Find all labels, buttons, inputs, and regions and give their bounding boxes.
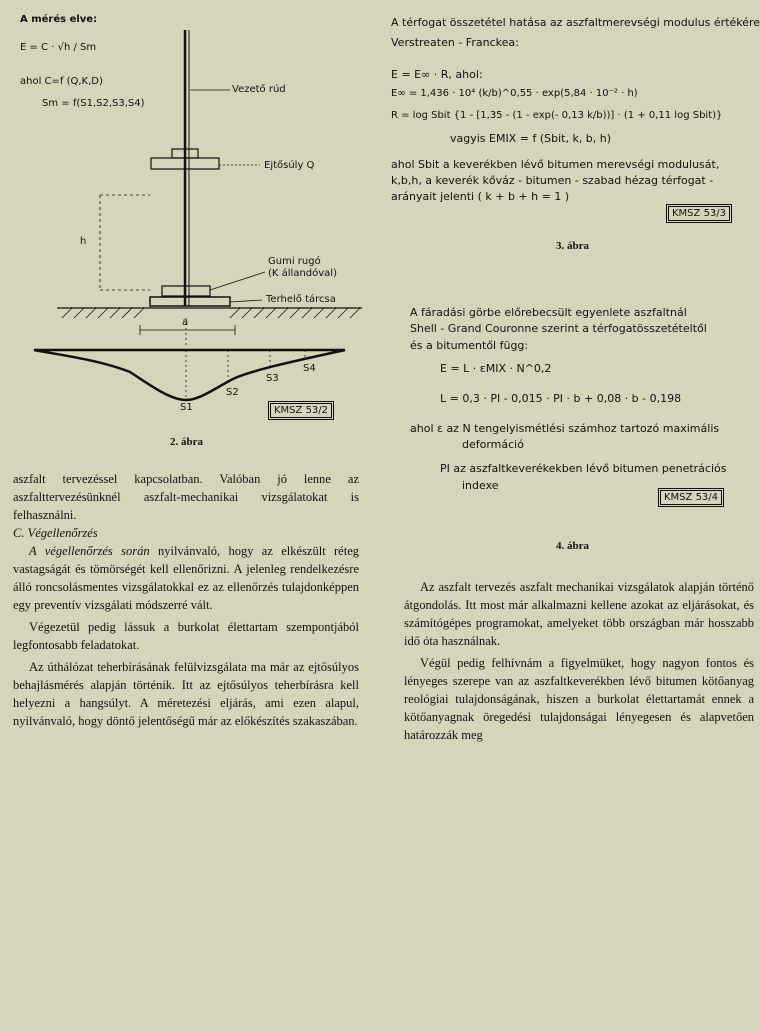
figure4-line3: és a bitumentől függ: bbox=[410, 339, 529, 352]
label-s2: S2 bbox=[226, 387, 239, 398]
label-guide-rod: Vezető rúd bbox=[232, 84, 286, 95]
figure4-note3: PI az aszfaltkeverékekben lévő bitumen penetrációs bbox=[440, 462, 727, 475]
right-column bbox=[404, 578, 754, 744]
figure2-title: A mérés elve: bbox=[20, 14, 98, 25]
figure4-line1: A fáradási görbe előrebecsült egyenlete aszfaltnál bbox=[410, 306, 687, 319]
figure4-note2: deformáció bbox=[462, 438, 524, 451]
label-rubber-spring: Gumi rugó bbox=[268, 256, 321, 267]
left-paragraph-2-emphasis: A végellenőrzés során bbox=[29, 544, 150, 558]
figure4-caption: 4. ábra bbox=[556, 540, 589, 552]
figure3-eq2: E∞ = 1,436 · 10⁴ (k/b)^0,55 · exp(5,84 · 10⁻² · h) bbox=[391, 88, 638, 99]
figure3-eq4: vagyis EMIX = f (Sbit, k, b, h) bbox=[450, 132, 612, 145]
label-s1: S1 bbox=[180, 402, 193, 413]
figure2-caption: 2. ábra bbox=[170, 436, 203, 448]
left-column bbox=[13, 470, 359, 730]
figure3-note2: k,b,h, a keverék kőváz - bitumen - szabad hézag térfogat - bbox=[391, 174, 714, 187]
figure3-eq3: R = log Sbit {1 - [1,35 - (1 - exp(- 0,13 k/b))] · (1 + 0,11 log Sbit)} bbox=[391, 110, 723, 121]
label-load-plate: Terhelő tárcsa bbox=[266, 294, 336, 305]
figure2-formula-c: ahol C=f (Q,K,D) bbox=[20, 76, 103, 87]
figure4-note4: indexe bbox=[462, 479, 499, 492]
figure4-code: KMSZ 53/4 bbox=[660, 490, 722, 505]
figure4-eq1: E = L · εMIX · N^0,2 bbox=[440, 362, 552, 375]
figure4-note1: ahol ε az N tengelyismétlési számhoz tartozó maximális bbox=[410, 422, 720, 435]
label-drop-height: h bbox=[80, 236, 87, 247]
figure2-code: KMSZ 53/2 bbox=[270, 403, 332, 418]
left-paragraph-4: Az úthálózat teherbírásának felülvizsgálata ma már az ejtősúlyos behajlásmérés alapján történik. Itt az ejtősúlyos teherbírásra kell helyezni a hangsúlyt. A méretezési eljárás, ami ezen alapul, nyilvánvaló, hogy döntő jelentőségű már az előkészítés szakaszában. bbox=[13, 660, 359, 728]
figure2-formula-sm: Sm = f(S1,S2,S3,S4) bbox=[42, 98, 145, 109]
left-paragraph-2-text: nyilvánvaló, hogy az elkészült réteg vastagságát és tömörségét kell ellenőrizni. A jelenleg rendelkezésre álló roncsolásmentes vizsgálatokkal ez az ellenőrzés tulajdonképpen egy preventív vizsgálati módszerré vált. bbox=[13, 544, 360, 612]
figure4-line2: Shell - Grand Couronne szerint a térfogatösszetételtől bbox=[410, 322, 707, 335]
figure3-caption: 3. ábra bbox=[556, 240, 589, 252]
label-plate-diameter: a bbox=[182, 317, 189, 328]
figure4-eq2: L = 0,3 · PI - 0,015 · PI · b + 0,08 · b - 0,198 bbox=[440, 392, 682, 405]
figure3-code: KMSZ 53/3 bbox=[668, 206, 730, 221]
figure3-note1: ahol Sbit a keverékben lévő bitumen merevségi modulusát, bbox=[391, 158, 720, 171]
label-drop-weight: Ejtősúly Q bbox=[264, 160, 315, 171]
right-paragraph-2: Végül pedig felhívnám a figyelmüket, hogy nagyon fontos és lényeges szerepe van az aszfaltkeverékben lévő bitumen kötőanyag reológiai tulajdonságának, hiszen a burkolat élettartamát ennek a kötőanyagnak öregedési tulajdonságai lényegesen és alapvetően határozzák meg bbox=[404, 656, 754, 742]
label-spring-constant: (K állandóval) bbox=[268, 268, 337, 279]
figure3-note3: arányait jelenti ( k + b + h = 1 ) bbox=[391, 190, 570, 203]
left-paragraph-2 bbox=[13, 542, 359, 614]
figure3-eq1: E = E∞ · R, ahol: bbox=[391, 68, 483, 81]
figure3-title-line2: Verstreaten - Franckea: bbox=[391, 36, 519, 49]
figure2-formula-e: E = C · √h / Sm bbox=[20, 42, 97, 53]
figure3-title-line1: A térfogat összetétel hatása az aszfaltmerevségi modulus értékére bbox=[391, 16, 760, 29]
left-paragraph-1: aszfalt tervezéssel kapcsolatban. Valóban jó lenne az aszfalttervezésünknél aszfalt-mechanikai vizsgálatokat is felhasználni. bbox=[13, 472, 359, 522]
label-s4: S4 bbox=[303, 363, 316, 374]
section-heading: C. Végellenőrzés bbox=[13, 526, 98, 540]
right-paragraph-1: Az aszfalt tervezés aszfalt mechanikai vizsgálatok alapján történő átgondolás. Itt most már alkalmazni kellene azokat az eljárásokat, és számítógépes programokat, amelyeket több országban már hosszabb idő óta használnak. bbox=[404, 580, 754, 648]
label-s3: S3 bbox=[266, 373, 279, 384]
left-paragraph-3: Végezetül pedig lássuk a burkolat élettartam szempontjából legfontosabb feladatokat. bbox=[13, 620, 359, 652]
